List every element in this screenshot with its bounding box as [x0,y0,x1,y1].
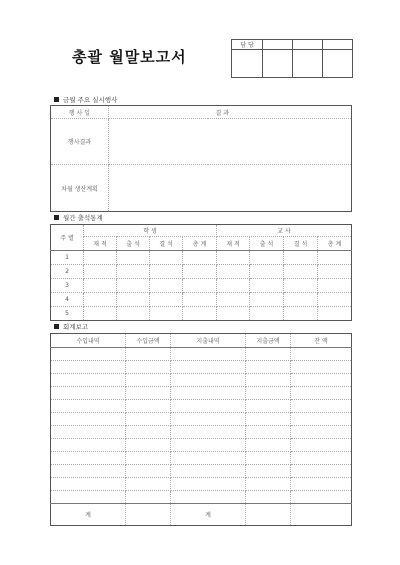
accounting-cell[interactable] [246,478,291,491]
data-cell[interactable] [250,307,284,321]
approval-label: 담 당 [232,40,263,50]
accounting-cell[interactable] [126,361,171,374]
accounting-cell[interactable] [246,413,291,426]
data-cell[interactable] [150,251,183,265]
table-row [51,452,352,465]
accounting-cell[interactable] [126,465,171,478]
results-label: 행사결과 [51,119,109,165]
table-row [51,465,352,478]
accounting-cell[interactable] [171,348,246,361]
sub-header: 출 석 [250,237,284,251]
accounting-cell[interactable] [171,452,246,465]
expense-detail-header: 지출내역 [171,334,246,348]
students-header: 학 생 [84,225,217,237]
balance-header: 잔 액 [291,334,352,348]
approval-sign-cell[interactable] [293,50,323,78]
balance-total-cell[interactable] [291,504,352,526]
sub-header: 재 적 [217,237,250,251]
accounting-cell[interactable] [246,491,291,504]
data-cell[interactable] [150,307,183,321]
section-heading-events [54,95,117,104]
accounting-cell[interactable] [126,426,171,439]
accounting-cell[interactable] [126,439,171,452]
accounting-cell[interactable] [51,387,126,400]
accounting-cell[interactable] [126,478,171,491]
sub-header: 총 계 [183,237,217,251]
week-number: 5 [51,307,84,321]
data-cell[interactable] [84,279,117,293]
accounting-cell[interactable] [246,387,291,400]
data-cell[interactable] [150,293,183,307]
accounting-cell[interactable] [291,491,352,504]
data-cell[interactable] [183,279,217,293]
accounting-cell[interactable] [246,400,291,413]
page-title: 총괄 월말보고서 [72,48,187,66]
data-cell[interactable] [217,251,250,265]
accounting-cell[interactable] [171,400,246,413]
accounting-cell[interactable] [171,387,246,400]
accounting-cell[interactable] [171,491,246,504]
data-cell[interactable] [217,307,250,321]
approval-sign-cell[interactable] [263,50,293,78]
data-cell[interactable] [318,265,352,279]
section-heading-text: 회계보고 [63,323,89,331]
accounting-cell[interactable] [171,439,246,452]
data-cell[interactable] [117,307,150,321]
results-cell[interactable] [109,119,352,165]
table-row [51,413,352,426]
accounting-cell[interactable] [171,465,246,478]
week-number: 4 [51,293,84,307]
data-cell[interactable] [217,265,250,279]
table-row [51,279,352,293]
section-heading-accounting [54,322,88,331]
accounting-cell[interactable] [51,400,126,413]
teachers-header: 교 사 [217,225,352,237]
table-row [51,439,352,452]
approval-header-cell [263,40,293,50]
data-cell[interactable] [284,265,318,279]
accounting-cell[interactable] [246,348,291,361]
accounting-cell[interactable] [171,413,246,426]
result-header: 결 과 [208,106,352,119]
plan-cell[interactable] [109,165,352,212]
data-cell[interactable] [117,293,150,307]
sub-header: 총 계 [318,237,352,251]
table-row [51,478,352,491]
accounting-cell[interactable] [171,426,246,439]
table-row [51,293,352,307]
data-cell[interactable] [284,251,318,265]
bullet-square-icon [54,215,59,220]
approval-sign-cell[interactable] [232,50,263,78]
accounting-cell[interactable] [291,387,352,400]
data-cell[interactable] [183,293,217,307]
table-row [51,400,352,413]
data-cell[interactable] [117,265,150,279]
attendance-table [50,224,352,321]
table-row [51,307,352,321]
accounting-cell[interactable] [51,439,126,452]
section-heading-text: 금월 주요 실시행사 [63,96,118,104]
accounting-cell[interactable] [51,478,126,491]
table-row [51,251,352,265]
total-row [51,504,352,526]
accounting-cell[interactable] [126,452,171,465]
week-number: 3 [51,279,84,293]
accounting-cell[interactable] [171,361,246,374]
accounting-cell[interactable] [246,374,291,387]
accounting-cell[interactable] [51,491,126,504]
data-cell[interactable] [250,265,284,279]
data-cell[interactable] [250,293,284,307]
data-cell[interactable] [318,279,352,293]
section-heading-text: 월간 출석통계 [63,214,103,222]
data-cell[interactable] [318,251,352,265]
bullet-square-icon [54,324,59,329]
income-total-cell[interactable] [126,504,171,526]
approval-header-cell [293,40,323,50]
table-row [51,361,352,374]
data-cell[interactable] [318,293,352,307]
week-header: 주 별 [51,225,84,251]
data-cell[interactable] [250,279,284,293]
accounting-table [50,333,352,526]
data-cell[interactable] [217,293,250,307]
approval-sign-cell[interactable] [323,50,353,78]
accounting-cell[interactable] [291,426,352,439]
data-cell[interactable] [217,279,250,293]
accounting-cell[interactable] [171,478,246,491]
table-row [51,374,352,387]
accounting-cell[interactable] [291,465,352,478]
accounting-cell[interactable] [291,439,352,452]
events-table [50,105,352,212]
sub-header: 결 석 [284,237,318,251]
table-row [51,426,352,439]
accounting-cell[interactable] [291,374,352,387]
accounting-cell[interactable] [51,361,126,374]
accounting-cell[interactable] [246,465,291,478]
data-cell[interactable] [284,307,318,321]
accounting-cell[interactable] [51,426,126,439]
income-total-label: 계 [51,504,126,526]
table-row [51,265,352,279]
accounting-cell[interactable] [126,491,171,504]
data-cell[interactable] [84,265,117,279]
income-detail-header: 수입내역 [51,334,126,348]
section-heading-attendance [54,213,103,222]
accounting-cell[interactable] [51,465,126,478]
accounting-cell[interactable] [246,361,291,374]
expense-amount-header: 지출금액 [246,334,291,348]
accounting-cell[interactable] [51,374,126,387]
table-row [51,387,352,400]
data-cell[interactable] [250,251,284,265]
data-cell[interactable] [84,307,117,321]
data-cell[interactable] [183,251,217,265]
sub-header: 출 석 [117,237,150,251]
income-amount-header: 수입금액 [126,334,171,348]
data-cell[interactable] [84,251,117,265]
accounting-cell[interactable] [291,413,352,426]
data-cell[interactable] [150,265,183,279]
accounting-cell[interactable] [291,478,352,491]
accounting-cell[interactable] [171,374,246,387]
table-row [51,491,352,504]
approval-header-cell [323,40,353,50]
plan-label: 차월 생산계획 [51,165,109,212]
accounting-cell[interactable] [126,413,171,426]
accounting-cell[interactable] [126,387,171,400]
data-cell[interactable] [117,251,150,265]
event-date-cell[interactable] [109,106,208,119]
data-cell[interactable] [84,293,117,307]
data-cell[interactable] [183,265,217,279]
expense-total-cell[interactable] [246,504,291,526]
accounting-cell[interactable] [51,452,126,465]
accounting-cell[interactable] [246,439,291,452]
accounting-cell[interactable] [291,361,352,374]
week-number: 2 [51,265,84,279]
sub-header: 결 석 [150,237,183,251]
accounting-cell[interactable] [126,374,171,387]
table-row [51,348,352,361]
week-number: 1 [51,251,84,265]
accounting-cell[interactable] [126,400,171,413]
accounting-cell[interactable] [51,413,126,426]
accounting-cell[interactable] [291,400,352,413]
accounting-cell[interactable] [291,348,352,361]
bullet-square-icon [54,97,59,102]
accounting-cell[interactable] [51,348,126,361]
expense-total-label: 계 [171,504,246,526]
data-cell[interactable] [284,293,318,307]
data-cell[interactable] [318,307,352,321]
data-cell[interactable] [284,279,318,293]
accounting-cell[interactable] [291,452,352,465]
accounting-cell[interactable] [246,452,291,465]
accounting-cell[interactable] [126,348,171,361]
accounting-cell[interactable] [246,426,291,439]
approval-box [231,39,353,78]
data-cell[interactable] [183,307,217,321]
sub-header: 재 적 [84,237,117,251]
data-cell[interactable] [117,279,150,293]
event-date-header: 행 사 일 [51,106,109,119]
data-cell[interactable] [150,279,183,293]
